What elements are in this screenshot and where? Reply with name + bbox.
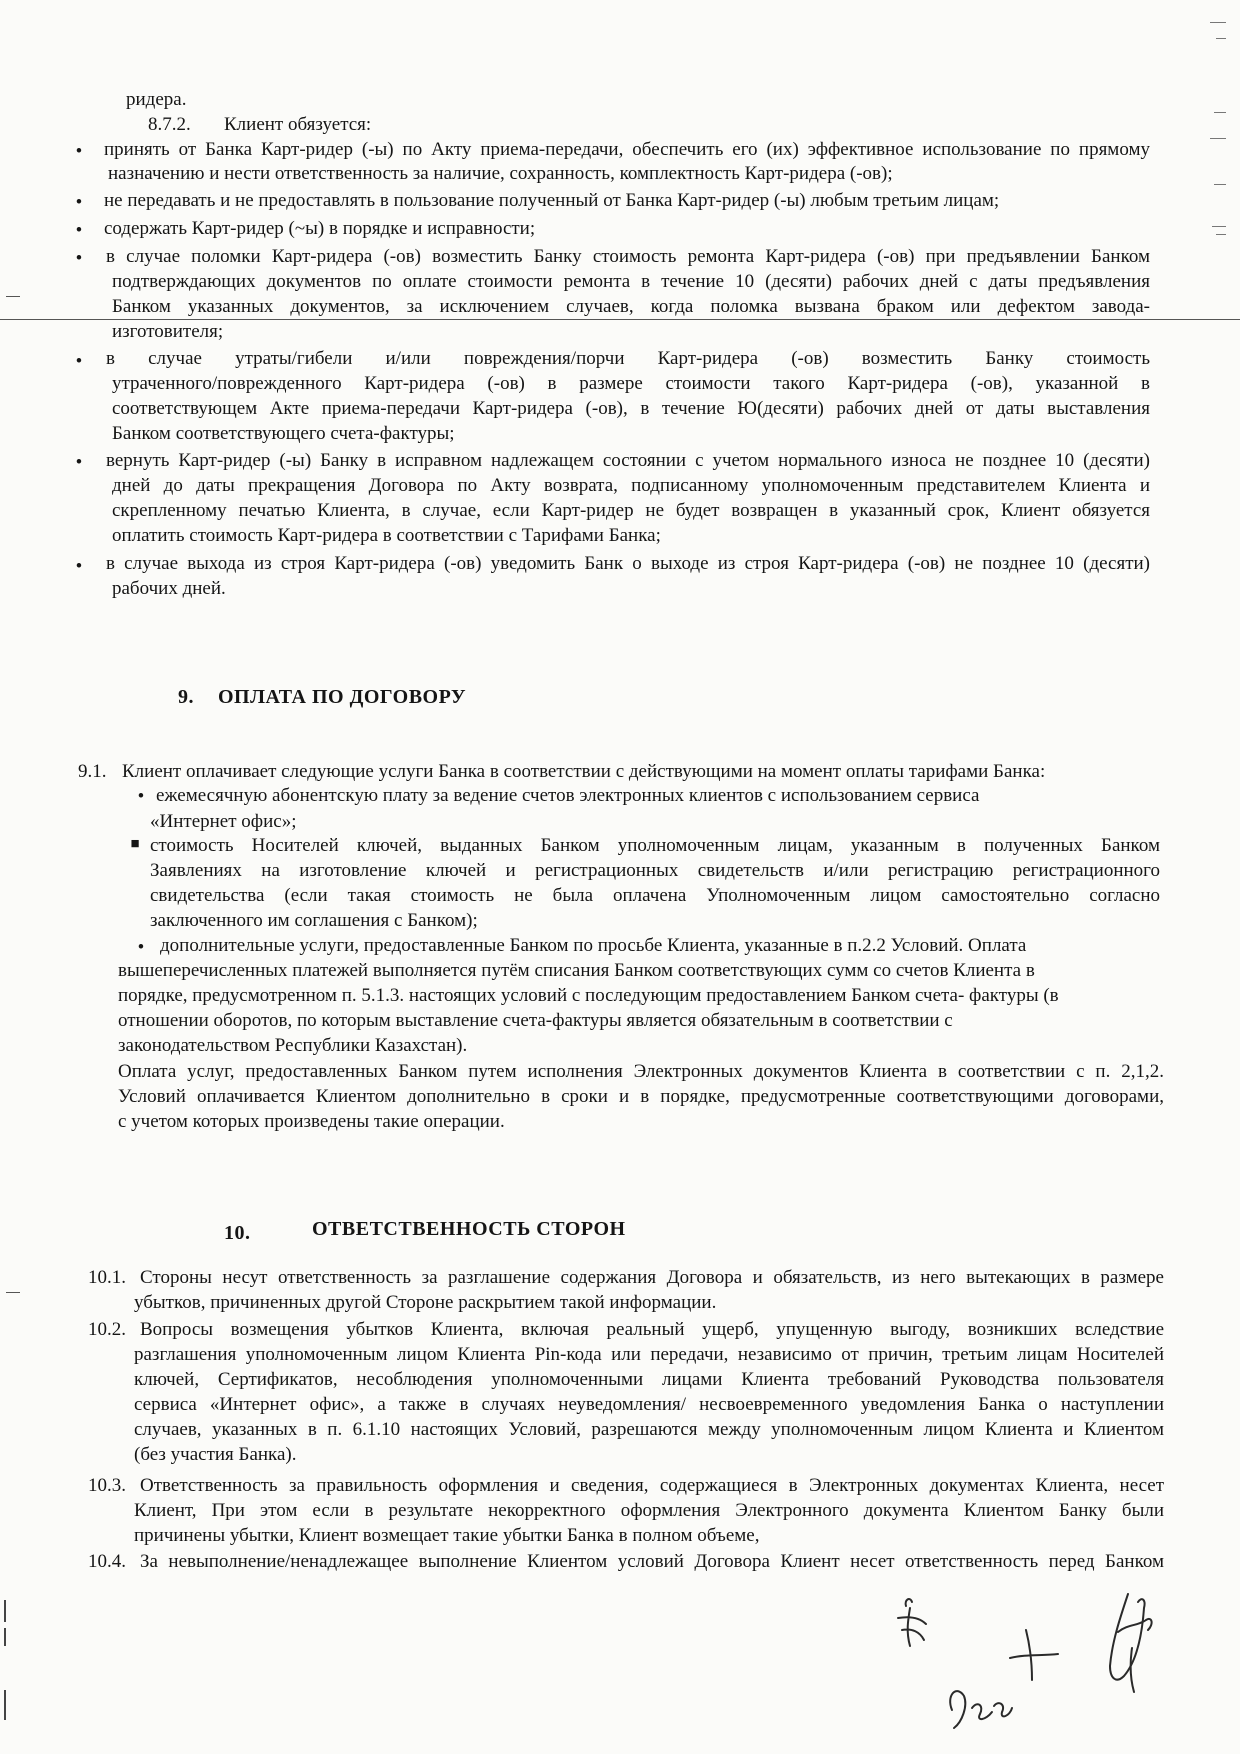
paragraph-line: Стороны несут ответственность за разглашение содержания Договора и обязательств, из него вытекающих в размере [140, 1267, 1164, 1288]
bullet-icon: • [75, 556, 83, 577]
paragraph-line: Вопросы возмещения убытков Клиента, включая реальный ущерб, упущенную выгоду, возникших вследствие [140, 1319, 1164, 1340]
list-item-line: Заявлениях на изготовление ключей и регистрационных свидетельств и/или регистрацию регистрационного [150, 860, 1160, 881]
clause-text: Клиент обязуется: [224, 114, 372, 135]
square-bullet-icon: ■ [130, 836, 140, 852]
bullet-icon: • [75, 248, 83, 269]
section-title: ОПЛАТА ПО ДОГОВОРУ [218, 686, 466, 708]
scan-right-mark [1214, 112, 1226, 113]
list-item-line: Банком соответствующего счета-фактуры; [112, 423, 455, 444]
item-number: 10.2. [88, 1319, 126, 1340]
list-item-line: дополнительные услуги, предоставленные Банком по просьбе Клиента, указанные в п.2.2 Условий. Оплата [160, 935, 1027, 956]
list-item-line: дней до даты прекращения Договора по Акту возврата, подписанному уполномоченным представителем Клиента и [112, 475, 1150, 496]
scan-right-mark [1210, 138, 1226, 139]
list-item-line: вышеперечисленных платежей выполняется путём списания Банком соответствующих сумм со счетов Клиента в [118, 960, 1035, 981]
paragraph-line: Клиент, При этом если в результате некорректного оформления Электронного документа Клиентом Банку были [134, 1500, 1164, 1521]
list-item-line: содержать Карт-ридер (~ы) в порядке и исправности; [104, 218, 536, 239]
section-title: ОТВЕТСТВЕННОСТЬ СТОРОН [312, 1218, 626, 1240]
list-item-line: в случае поломки Карт-ридера (-ов) возместить Банку стоимость ремонта Карт-ридера (-ов) при предъявлении Банком [106, 246, 1150, 267]
scan-right-mark [1210, 22, 1226, 23]
paragraph-line: (без участия Банка). [134, 1444, 297, 1465]
bullet-icon: • [75, 192, 83, 213]
item-number: 10.3. [88, 1475, 126, 1496]
item-number: 10.1. [88, 1267, 126, 1288]
handwritten-signatures [880, 1588, 1180, 1748]
list-item-line: назначению и нести ответственность за наличие, сохранность, комплектность Карт-ридера (-ов); [108, 163, 893, 184]
list-item-line: свидетельства (если такая стоимость не была оплачена Уполномоченным лицом самостоятельно согласно [150, 885, 1160, 906]
scan-margin-mark [4, 1600, 6, 1622]
clause-number: 8.7.2. [148, 114, 191, 135]
list-item-line: рабочих дней. [112, 578, 226, 599]
scan-margin-mark [4, 1690, 6, 1720]
paragraph-line: случаев, указанных в п. 6.1.10 настоящих Условий, разрешаются между уполномоченным лицом Клиента и Клиентом [134, 1419, 1164, 1440]
list-item-line: «Интернет офис»; [150, 811, 297, 832]
paragraph-line: убытков, причиненных другой Стороне раскрытием такой информации. [134, 1292, 717, 1313]
paragraph-line: причинены убытки, Клиент возмещает такие убытки Банка в полном объеме, [134, 1525, 760, 1546]
paragraph-line: Оплата услуг, предоставленных Банком путем исполнения Электронных документов Клиента в соответствии с п. 2,1,2. [118, 1061, 1164, 1082]
list-item-line: Банком указанных документов, за исключением случаев, когда поломка вызвана браком или дефектом завода- [112, 296, 1150, 317]
paragraph-line: Ответственность за правильность оформления и сведения, содержащиеся в Электронных документах Клиента, несет [140, 1475, 1164, 1496]
paragraph-line: с учетом которых произведены такие операции. [118, 1111, 505, 1132]
paragraph-line: Условий оплачивается Клиентом дополнительно в сроки и в порядке, предусмотренные соответствующими договорами, [118, 1086, 1164, 1107]
list-item-line: соответствующем Акте приема-передачи Карт-ридера (-ов), в течение Ю(десяти) рабочих дней от даты выставления [112, 398, 1150, 419]
scan-right-mark [1214, 184, 1226, 185]
section-number: 10. [224, 1222, 251, 1244]
list-item-line: отношении оборотов, по которым выставление счета-фактуры является обязательным в соответствии с [118, 1010, 953, 1031]
list-item-line: оплатить стоимость Карт-ридера в соответствии с Тарифами Банка; [112, 525, 661, 546]
scan-margin-mark [4, 1628, 6, 1646]
list-item-line: ежемесячную абонентскую плату за ведение счетов электронных клиентов с использованием сервиса [156, 785, 980, 806]
bullet-icon: • [137, 786, 145, 807]
bullet-icon: • [75, 141, 83, 162]
item-number: 9.1. [78, 761, 107, 782]
list-item-line: заключенного им соглашения с Банком); [150, 910, 478, 931]
list-item-line: не передавать и не предоставлять в пользование полученный от Банка Карт-ридер (-ы) любым третьим лицам; [104, 190, 1000, 211]
text-line: ридера. [126, 89, 187, 110]
list-item-line: стоимость Носителей ключей, выданных Банком уполномоченным лицам, указанным в полученных Банком [150, 835, 1160, 856]
paragraph-line: ключей, Сертификатов, несоблюдения уполномоченными лицами Клиента требований Руководства пользователя [134, 1369, 1164, 1390]
scan-tick [6, 1292, 20, 1293]
paragraph-line: сервиса «Интернет офис», а также в случаях неуведомления/ несвоевременного уведомления Банка о наступлении [134, 1394, 1164, 1415]
list-item-line: вернуть Карт-ридер (-ы) Банку в исправном надлежащем состоянии с учетом нормального износа не позднее 10 (десяти) [106, 450, 1150, 471]
paragraph-line: За невыполнение/ненадлежащее выполнение Клиентом условий Договора Клиент несет ответственность перед Банком [140, 1551, 1164, 1572]
list-item-line: скрепленному печатью Клиента, в случае, если Карт-ридер не будет возвращен в указанный срок, Клиент обязуется [112, 500, 1150, 521]
paragraph-line: Клиент оплачивает следующие услуги Банка в соответствии с действующими на момент оплаты тарифами Банка: [122, 761, 1046, 782]
scan-tick [6, 296, 20, 297]
item-number: 10.4. [88, 1551, 126, 1572]
list-item-line: в случае утраты/гибели и/или повреждения/порчи Карт-ридера (-ов) возместить Банку стоимость [106, 348, 1150, 369]
bullet-icon: • [137, 937, 145, 958]
bullet-icon: • [75, 220, 83, 241]
list-item-line: изготовителя; [112, 321, 224, 342]
section-number: 9. [178, 686, 194, 708]
bullet-icon: • [75, 452, 83, 473]
scan-right-mark [1216, 38, 1226, 39]
paragraph-line: разглашения уполномоченным лицом Клиента Pin-кода или передачи, независимо от причин, третьим лицам Носителей [134, 1344, 1164, 1365]
bullet-icon: • [75, 351, 83, 372]
list-item-line: порядке, предусмотренном п. 5.1.3. настоящих условий с последующим предоставлением Банком счета- фактуры (в [118, 985, 1059, 1006]
scan-right-mark [1216, 234, 1226, 235]
list-item-line: принять от Банка Карт-ридер (-ы) по Акту приема-передачи, обеспечить его (их) эффективное использование по прямому [104, 139, 1150, 160]
list-item-line: подтверждающих документов по оплате стоимости ремонта в течение 10 (десяти) рабочих дней с даты предъявления [112, 271, 1150, 292]
list-item-line: законодательством Республики Казахстан). [118, 1035, 468, 1056]
scan-right-mark [1212, 226, 1226, 227]
list-item-line: в случае выхода из строя Карт-ридера (-ов) уведомить Банк о выходе из строя Карт-ридера (-ов) не позднее 10 (десяти) [106, 553, 1150, 574]
list-item-line: утраченного/поврежденного Карт-ридера (-ов) в размере стоимости такого Карт-ридера (-ов), указанной в [112, 373, 1150, 394]
